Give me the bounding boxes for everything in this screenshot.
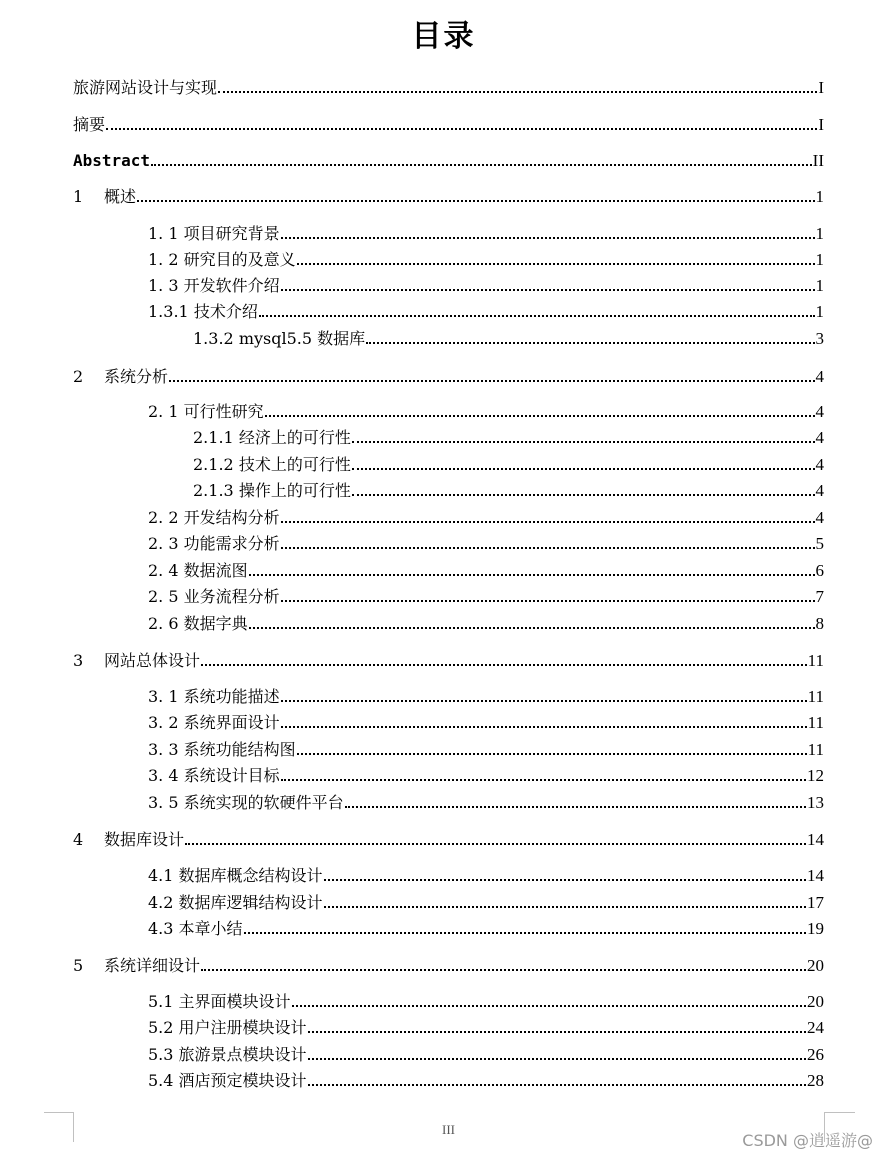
toc-entry-page-number: 14 [807, 830, 824, 849]
toc-entry-page-number: 13 [807, 793, 824, 812]
toc-entry-page-number: 1 [815, 187, 824, 206]
toc-entry-number: 2. 3 [148, 534, 179, 553]
toc-entry-text: mysql5.5 数据库 [238, 329, 366, 348]
toc-entry-text: 本章小结 [178, 919, 243, 938]
toc-entry[interactable] [193, 327, 824, 349]
toc-entry-text: 开发结构分析 [183, 508, 280, 527]
dot-leader [201, 664, 807, 666]
toc-entry-text: Abstract [73, 151, 151, 170]
toc-entry-number: 1.3.1 [148, 302, 189, 321]
dot-leader [281, 600, 815, 602]
dot-leader [185, 843, 806, 845]
toc-entry-number: 1. 3 [148, 276, 179, 295]
toc-entry-text: 系统详细设计 [104, 956, 201, 975]
toc-entry[interactable] [148, 738, 824, 760]
toc-entry[interactable] [73, 113, 824, 135]
toc-entry-page-number: II [812, 151, 824, 170]
toc-entry-label [73, 651, 200, 671]
toc-entry-page-number: 4 [815, 428, 824, 447]
toc-entry-text: 网站总体设计 [104, 651, 201, 670]
dot-leader [345, 806, 806, 808]
toc-entry[interactable] [73, 365, 824, 387]
toc-entry[interactable] [193, 426, 824, 448]
toc-entry-page-number: 4 [815, 508, 824, 527]
footer-page-number: III [442, 1122, 455, 1137]
toc-entry-text: 数据流图 [183, 561, 248, 580]
toc-entry[interactable] [148, 400, 824, 422]
toc-entry-text: 技术上的可行性 [238, 455, 351, 474]
dot-leader [352, 494, 815, 496]
toc-entry-page-number: 6 [815, 561, 824, 580]
toc-title: 目录 [411, 19, 476, 54]
toc-entry-text: 可行性研究 [183, 402, 264, 421]
toc-entry[interactable] [148, 222, 824, 244]
toc-entry-number: 2. 1 [148, 402, 179, 421]
dot-leader [281, 289, 815, 291]
toc-entry-page-number: 4 [815, 455, 824, 474]
dot-leader [324, 879, 806, 881]
dot-leader [281, 547, 815, 549]
toc-entry-label [148, 919, 243, 939]
toc-entry-page-number: 28 [807, 1071, 824, 1090]
toc-entry-page-number: 5 [815, 534, 824, 553]
toc-entry-number: 5.1 [148, 992, 174, 1011]
dot-leader [265, 415, 815, 417]
toc-entry-number: 5.4 [148, 1071, 174, 1090]
toc-entry-number: 3. 3 [148, 740, 179, 759]
toc-entry[interactable] [148, 506, 824, 528]
toc-entry-number: 3. 1 [148, 687, 179, 706]
toc-entry-label [73, 956, 200, 976]
dot-leader [201, 969, 806, 971]
toc-entry-text: 系统分析 [104, 367, 169, 386]
toc-entry[interactable] [148, 764, 824, 786]
dot-leader [249, 627, 815, 629]
toc-entry-page-number: 1 [815, 224, 824, 243]
toc-entry-page-number: I [818, 78, 824, 97]
toc-entry-page-number: 11 [807, 651, 824, 670]
dot-leader [218, 91, 817, 93]
toc-entry-page-number: 14 [807, 866, 824, 885]
toc-entry[interactable] [148, 248, 824, 270]
toc-entry-page-number: 17 [807, 893, 824, 912]
toc-entry-text: 系统实现的软硬件平台 [183, 793, 344, 812]
toc-entry-label [148, 866, 323, 886]
toc-entry-label [193, 428, 351, 448]
dot-leader [308, 1084, 806, 1086]
dot-leader [169, 380, 814, 382]
dot-leader [259, 315, 815, 317]
toc-entry-label [148, 224, 280, 244]
dot-leader [352, 468, 815, 470]
toc-entry-number: 5.3 [148, 1045, 174, 1064]
toc-entry-label [148, 587, 280, 607]
toc-entry[interactable] [148, 274, 824, 296]
toc-entry-page-number: 11 [807, 687, 824, 706]
toc-entry-label [148, 402, 264, 422]
toc-entry-label [148, 687, 280, 707]
toc-entry-page-number: 12 [807, 766, 824, 785]
toc-entry[interactable] [148, 1069, 824, 1091]
toc-entry-number: 5.2 [148, 1018, 174, 1037]
toc-entry-label [148, 992, 291, 1012]
toc-entry-text: 酒店预定模块设计 [178, 1071, 307, 1090]
toc-entry-label [148, 1071, 307, 1091]
toc-entry-text: 功能需求分析 [183, 534, 280, 553]
toc-entry-label [148, 276, 280, 296]
toc-entry-number: 2. 2 [148, 508, 179, 527]
toc-entry[interactable] [148, 990, 824, 1012]
toc-entry-number: 5 [73, 956, 84, 975]
toc-entry-text: 操作上的可行性 [238, 481, 351, 500]
toc-entry-text: 数据库概念结构设计 [178, 866, 323, 885]
toc-entry-label [193, 481, 351, 501]
toc-entry-text: 数据库逻辑结构设计 [178, 893, 323, 912]
toc-entry[interactable] [148, 917, 824, 939]
dot-leader [352, 441, 815, 443]
toc-entry-text: 旅游景点模块设计 [178, 1045, 307, 1064]
toc-entry-label [148, 740, 296, 760]
toc-entry-label [73, 115, 105, 135]
toc-entry-label [148, 508, 280, 528]
toc-entry-page-number: 1 [815, 302, 824, 321]
toc-entry-text: 用户注册模块设计 [178, 1018, 307, 1037]
toc-entry-text: 主界面模块设计 [178, 992, 291, 1011]
toc-entry[interactable] [73, 828, 824, 850]
toc-entry-text: 开发软件介绍 [183, 276, 280, 295]
toc-entry-number: 3 [73, 651, 84, 670]
dot-leader [151, 164, 812, 166]
toc-entry-label [148, 1018, 307, 1038]
toc-entry-text: 系统功能结构图 [183, 740, 296, 759]
toc-entry-number: 3. 2 [148, 713, 179, 732]
toc-entry[interactable] [73, 149, 824, 171]
dot-leader [106, 128, 817, 130]
toc-entry-label [148, 534, 280, 554]
dot-leader [244, 932, 806, 934]
toc-entry-label [73, 78, 217, 98]
toc-entry[interactable] [73, 76, 824, 98]
toc-entry[interactable] [73, 185, 824, 207]
toc-entry-page-number: 19 [807, 919, 824, 938]
toc-entry-page-number: 11 [807, 713, 824, 732]
toc-entry[interactable] [148, 300, 824, 322]
toc-entry-page-number: 4 [815, 367, 824, 386]
toc-entry[interactable] [148, 612, 824, 634]
dot-leader [281, 726, 807, 728]
toc-entry-label [193, 329, 365, 349]
toc-entry-label [148, 893, 323, 913]
toc-entry-text: 业务流程分析 [183, 587, 280, 606]
toc-entry-label [193, 455, 351, 475]
toc-entry-number: 4.1 [148, 866, 174, 885]
toc-entry-text: 系统功能描述 [183, 687, 280, 706]
dot-leader [137, 200, 814, 202]
toc-entry-page-number: I [818, 115, 824, 134]
toc-entry-label [148, 793, 344, 813]
toc-entry-number: 1 [73, 187, 84, 206]
toc-entry-text: 经济上的可行性 [238, 428, 351, 447]
dot-leader [281, 521, 815, 523]
toc-entry[interactable] [148, 1043, 824, 1065]
toc-entry-text: 旅游网站设计与实现 [73, 78, 218, 97]
toc-entry-page-number: 7 [815, 587, 824, 606]
toc-entry-label [148, 250, 296, 270]
dot-leader [308, 1058, 806, 1060]
toc-entry-page-number: 20 [807, 956, 824, 975]
toc-entry-number: 1. 2 [148, 250, 179, 269]
toc-entry-number: 1.3.2 [193, 329, 234, 348]
toc-entry-number: 4.3 [148, 919, 174, 938]
toc-entry-page-number: 1 [815, 276, 824, 295]
toc-entry-number: 2. 6 [148, 614, 179, 633]
toc-entry-text: 项目研究背景 [183, 224, 280, 243]
toc-entry-page-number: 4 [815, 402, 824, 421]
dot-leader [281, 779, 806, 781]
dot-leader [249, 574, 815, 576]
toc-entry-text: 技术介绍 [193, 302, 258, 321]
toc-entry-label [148, 766, 280, 786]
dot-leader [292, 1005, 806, 1007]
toc-entry-page-number: 24 [807, 1018, 824, 1037]
toc-entry[interactable] [148, 864, 824, 886]
toc-entry-number: 3. 5 [148, 793, 179, 812]
toc-entry-text: 数据库设计 [104, 830, 185, 849]
toc-entry[interactable] [148, 791, 824, 813]
toc-entry[interactable] [148, 532, 824, 554]
toc-entry-page-number: 1 [815, 250, 824, 269]
toc-entry-number: 4.2 [148, 893, 174, 912]
toc-entry-label [148, 614, 248, 634]
toc-entry[interactable] [193, 453, 824, 475]
toc-entry-label [73, 151, 150, 171]
toc-entry-text: 研究目的及意义 [183, 250, 296, 269]
dot-leader [324, 906, 806, 908]
toc-entry[interactable] [148, 1016, 824, 1038]
toc-entry-text: 数据字典 [183, 614, 248, 633]
toc-entry[interactable] [148, 585, 824, 607]
toc-entry-page-number: 20 [807, 992, 824, 1011]
dot-leader [281, 700, 807, 702]
dot-leader [281, 237, 815, 239]
dot-leader [308, 1031, 806, 1033]
toc-entry-label [73, 187, 136, 207]
dot-leader [366, 342, 814, 344]
toc-entry-text: 摘要 [73, 115, 106, 134]
toc-entry-label [148, 302, 258, 322]
toc-entry-label [148, 1045, 307, 1065]
toc-entry-page-number: 8 [815, 614, 824, 633]
toc-entry-page-number: 11 [807, 740, 824, 759]
toc-entry-number: 2.1.3 [193, 481, 234, 500]
toc-entry-number: 2. 4 [148, 561, 179, 580]
toc-entry-label [73, 367, 168, 387]
toc-entry-text: 系统界面设计 [183, 713, 280, 732]
toc-entry-number: 4 [73, 830, 84, 849]
toc-entry-text: 系统设计目标 [183, 766, 280, 785]
toc-entry-number: 2 [73, 367, 84, 386]
toc-entry-page-number: 26 [807, 1045, 824, 1064]
toc-entry[interactable] [148, 891, 824, 913]
toc-entry-number: 2.1.1 [193, 428, 234, 447]
toc-entry[interactable] [148, 559, 824, 581]
toc-entry-page-number: 3 [815, 329, 824, 348]
toc-entry-label [148, 561, 248, 581]
csdn-watermark: CSDN @逍遥游@ [742, 1131, 873, 1150]
toc-entry-number: 2.1.2 [193, 455, 234, 474]
dot-leader [297, 263, 815, 265]
toc-entry-number: 1. 1 [148, 224, 179, 243]
toc-entry[interactable] [73, 954, 824, 976]
toc-entry-label [73, 830, 184, 850]
toc-entry[interactable] [148, 685, 824, 707]
toc-entry-number: 2. 5 [148, 587, 179, 606]
toc-entry-label [148, 713, 280, 733]
dot-leader [297, 753, 807, 755]
toc-entry-number: 3. 4 [148, 766, 179, 785]
toc-entry-text: 概述 [104, 187, 137, 206]
toc-entry[interactable] [148, 711, 824, 733]
toc-entry[interactable] [193, 479, 824, 501]
toc-entry-page-number: 4 [815, 481, 824, 500]
toc-entry[interactable] [73, 649, 824, 671]
